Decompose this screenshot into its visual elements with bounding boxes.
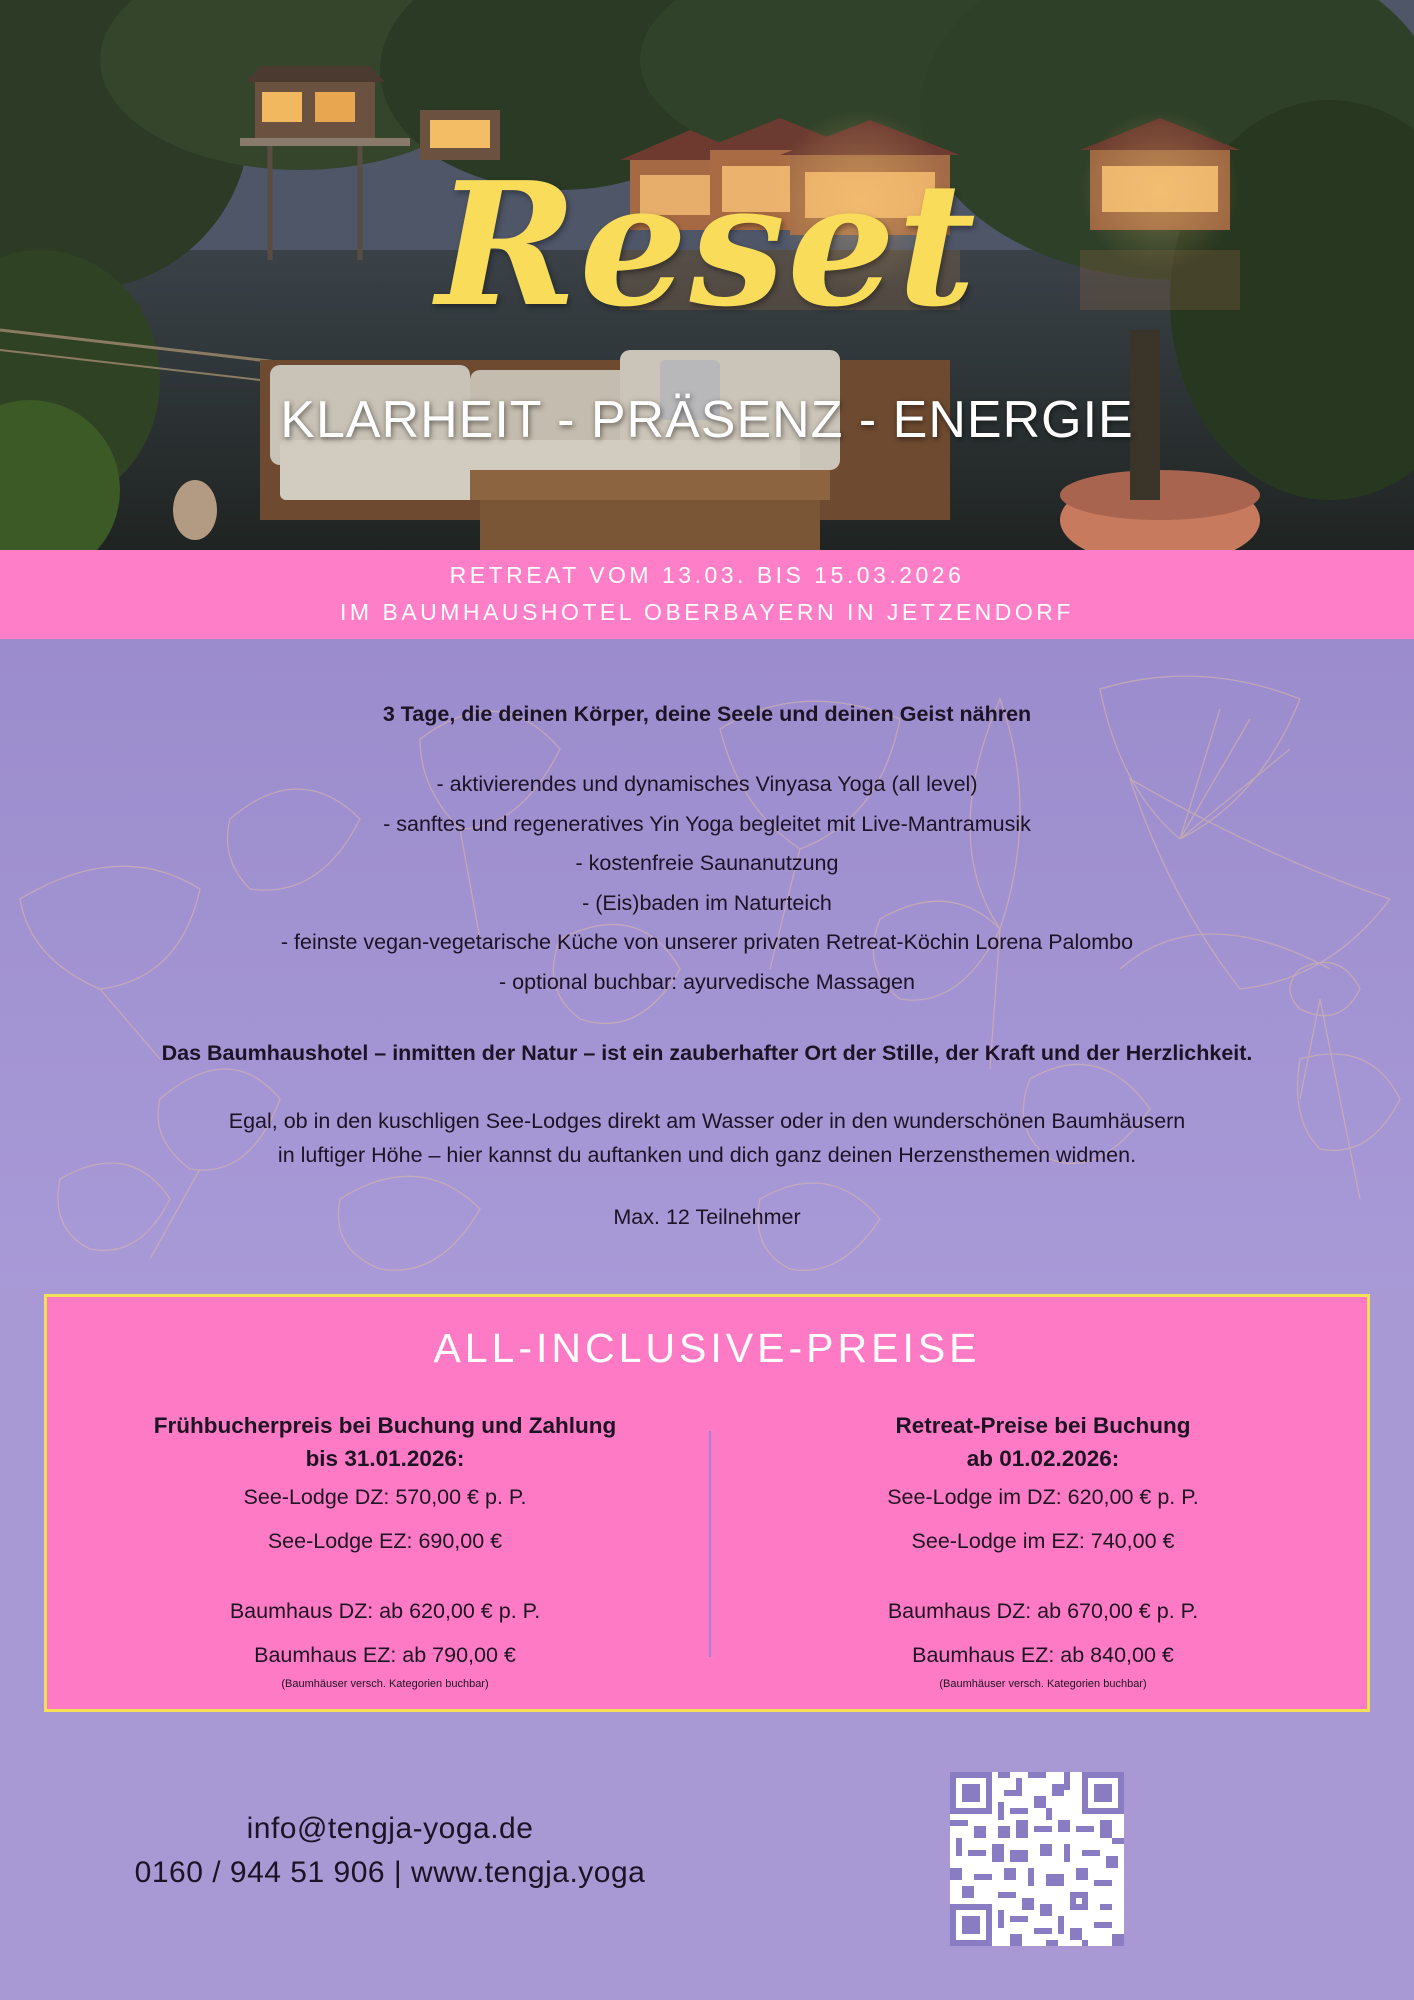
banner-location: IM BAUMHAUSHOTEL OBERBAYERN IN JETZENDORF: [340, 599, 1074, 625]
price-row: See-Lodge DZ: 570,00 € p. P.: [243, 1485, 527, 1509]
hotel-statement: Das Baumhaushotel – inmitten der Natur – ist ein zauberhafter Ort der Stille, der Kraft und der Herzlichkeit.: [161, 1041, 1253, 1065]
list-item: - kostenfreie Saunanutzung: [575, 851, 839, 875]
regular-prices: [763, 1409, 1323, 1691]
hotel-description: [0, 1104, 1414, 1172]
description-line: Egal, ob in den kuschligen See-Lodges direkt am Wasser oder in den wunderschönen Baumhäusern: [228, 1109, 1186, 1133]
date-location-banner: [0, 550, 1414, 639]
price-row: Baumhaus DZ: ab 620,00 € p. P.: [229, 1599, 541, 1623]
qr-code-icon: [950, 1772, 1124, 1946]
early-bird-heading: Frühbucherpreis bei Buchung und Zahlung: [153, 1413, 617, 1438]
footer: [0, 1712, 1414, 2000]
list-item: - (Eis)baden im Naturteich: [582, 890, 832, 915]
list-item: - aktivierendes und dynamisches Vinyasa Yoga (all level): [436, 772, 978, 796]
list-item: - feinste vegan-vegetarische Küche von unserer privaten Retreat-Köchin Lorena Palombo: [280, 930, 1134, 954]
hero-title: Reset: [436, 145, 978, 345]
price-note: (Baumhäuser versch. Kategorien buchbar): [939, 1678, 1147, 1690]
column-divider: [709, 1431, 711, 1657]
main-section: [0, 639, 1414, 1289]
price-heading: ALL-INCLUSIVE-PREISE: [433, 1325, 981, 1371]
feature-list: [0, 765, 1414, 1002]
early-bird-deadline: bis 31.01.2026:: [305, 1446, 465, 1471]
retreat-description: [0, 699, 1414, 1232]
intro-text: 3 Tage, die deinen Körper, deine Seele und deinen Geist nähren: [382, 702, 1032, 726]
qr-code[interactable]: [950, 1772, 1124, 1946]
regular-heading: Retreat-Preise bei Buchung: [895, 1413, 1191, 1438]
price-row: See-Lodge im EZ: 740,00 €: [911, 1529, 1175, 1553]
price-row: See-Lodge im DZ: 620,00 € p. P.: [887, 1485, 1199, 1509]
price-note: (Baumhäuser versch. Kategorien buchbar): [281, 1678, 489, 1690]
email-link[interactable]: info@tengja-yoga.de: [246, 1812, 534, 1845]
price-row: Baumhaus EZ: ab 840,00 €: [912, 1643, 1174, 1667]
list-item: - sanftes und regeneratives Yin Yoga begleitet mit Live-Mantramusik: [383, 811, 1031, 836]
phone-website[interactable]: 0160 / 944 51 906 | www.tengja.yoga: [134, 1856, 646, 1889]
regular-start-date: ab 01.02.2026:: [966, 1446, 1120, 1471]
early-bird-prices: [105, 1409, 665, 1691]
price-row: Baumhaus DZ: ab 670,00 € p. P.: [887, 1599, 1199, 1623]
list-item: - optional buchbar: ayurvedische Massagen: [499, 969, 915, 994]
price-box: [44, 1294, 1370, 1712]
description-line: in luftiger Höhe – hier kannst du auftanken und dich ganz deinen Herzensthemen widmen.: [277, 1143, 1137, 1167]
participant-limit: Max. 12 Teilnehmer: [613, 1205, 801, 1229]
hero-image: [0, 0, 1414, 550]
hero-subtitle: KLARHEIT - PRÄSENZ - ENERGIE: [280, 391, 1134, 449]
price-row: Baumhaus EZ: ab 790,00 €: [254, 1643, 516, 1667]
contact-info: [60, 1807, 720, 1895]
price-row: See-Lodge EZ: 690,00 €: [267, 1529, 503, 1553]
banner-dates: RETREAT VOM 13.03. BIS 15.03.2026: [449, 562, 965, 588]
